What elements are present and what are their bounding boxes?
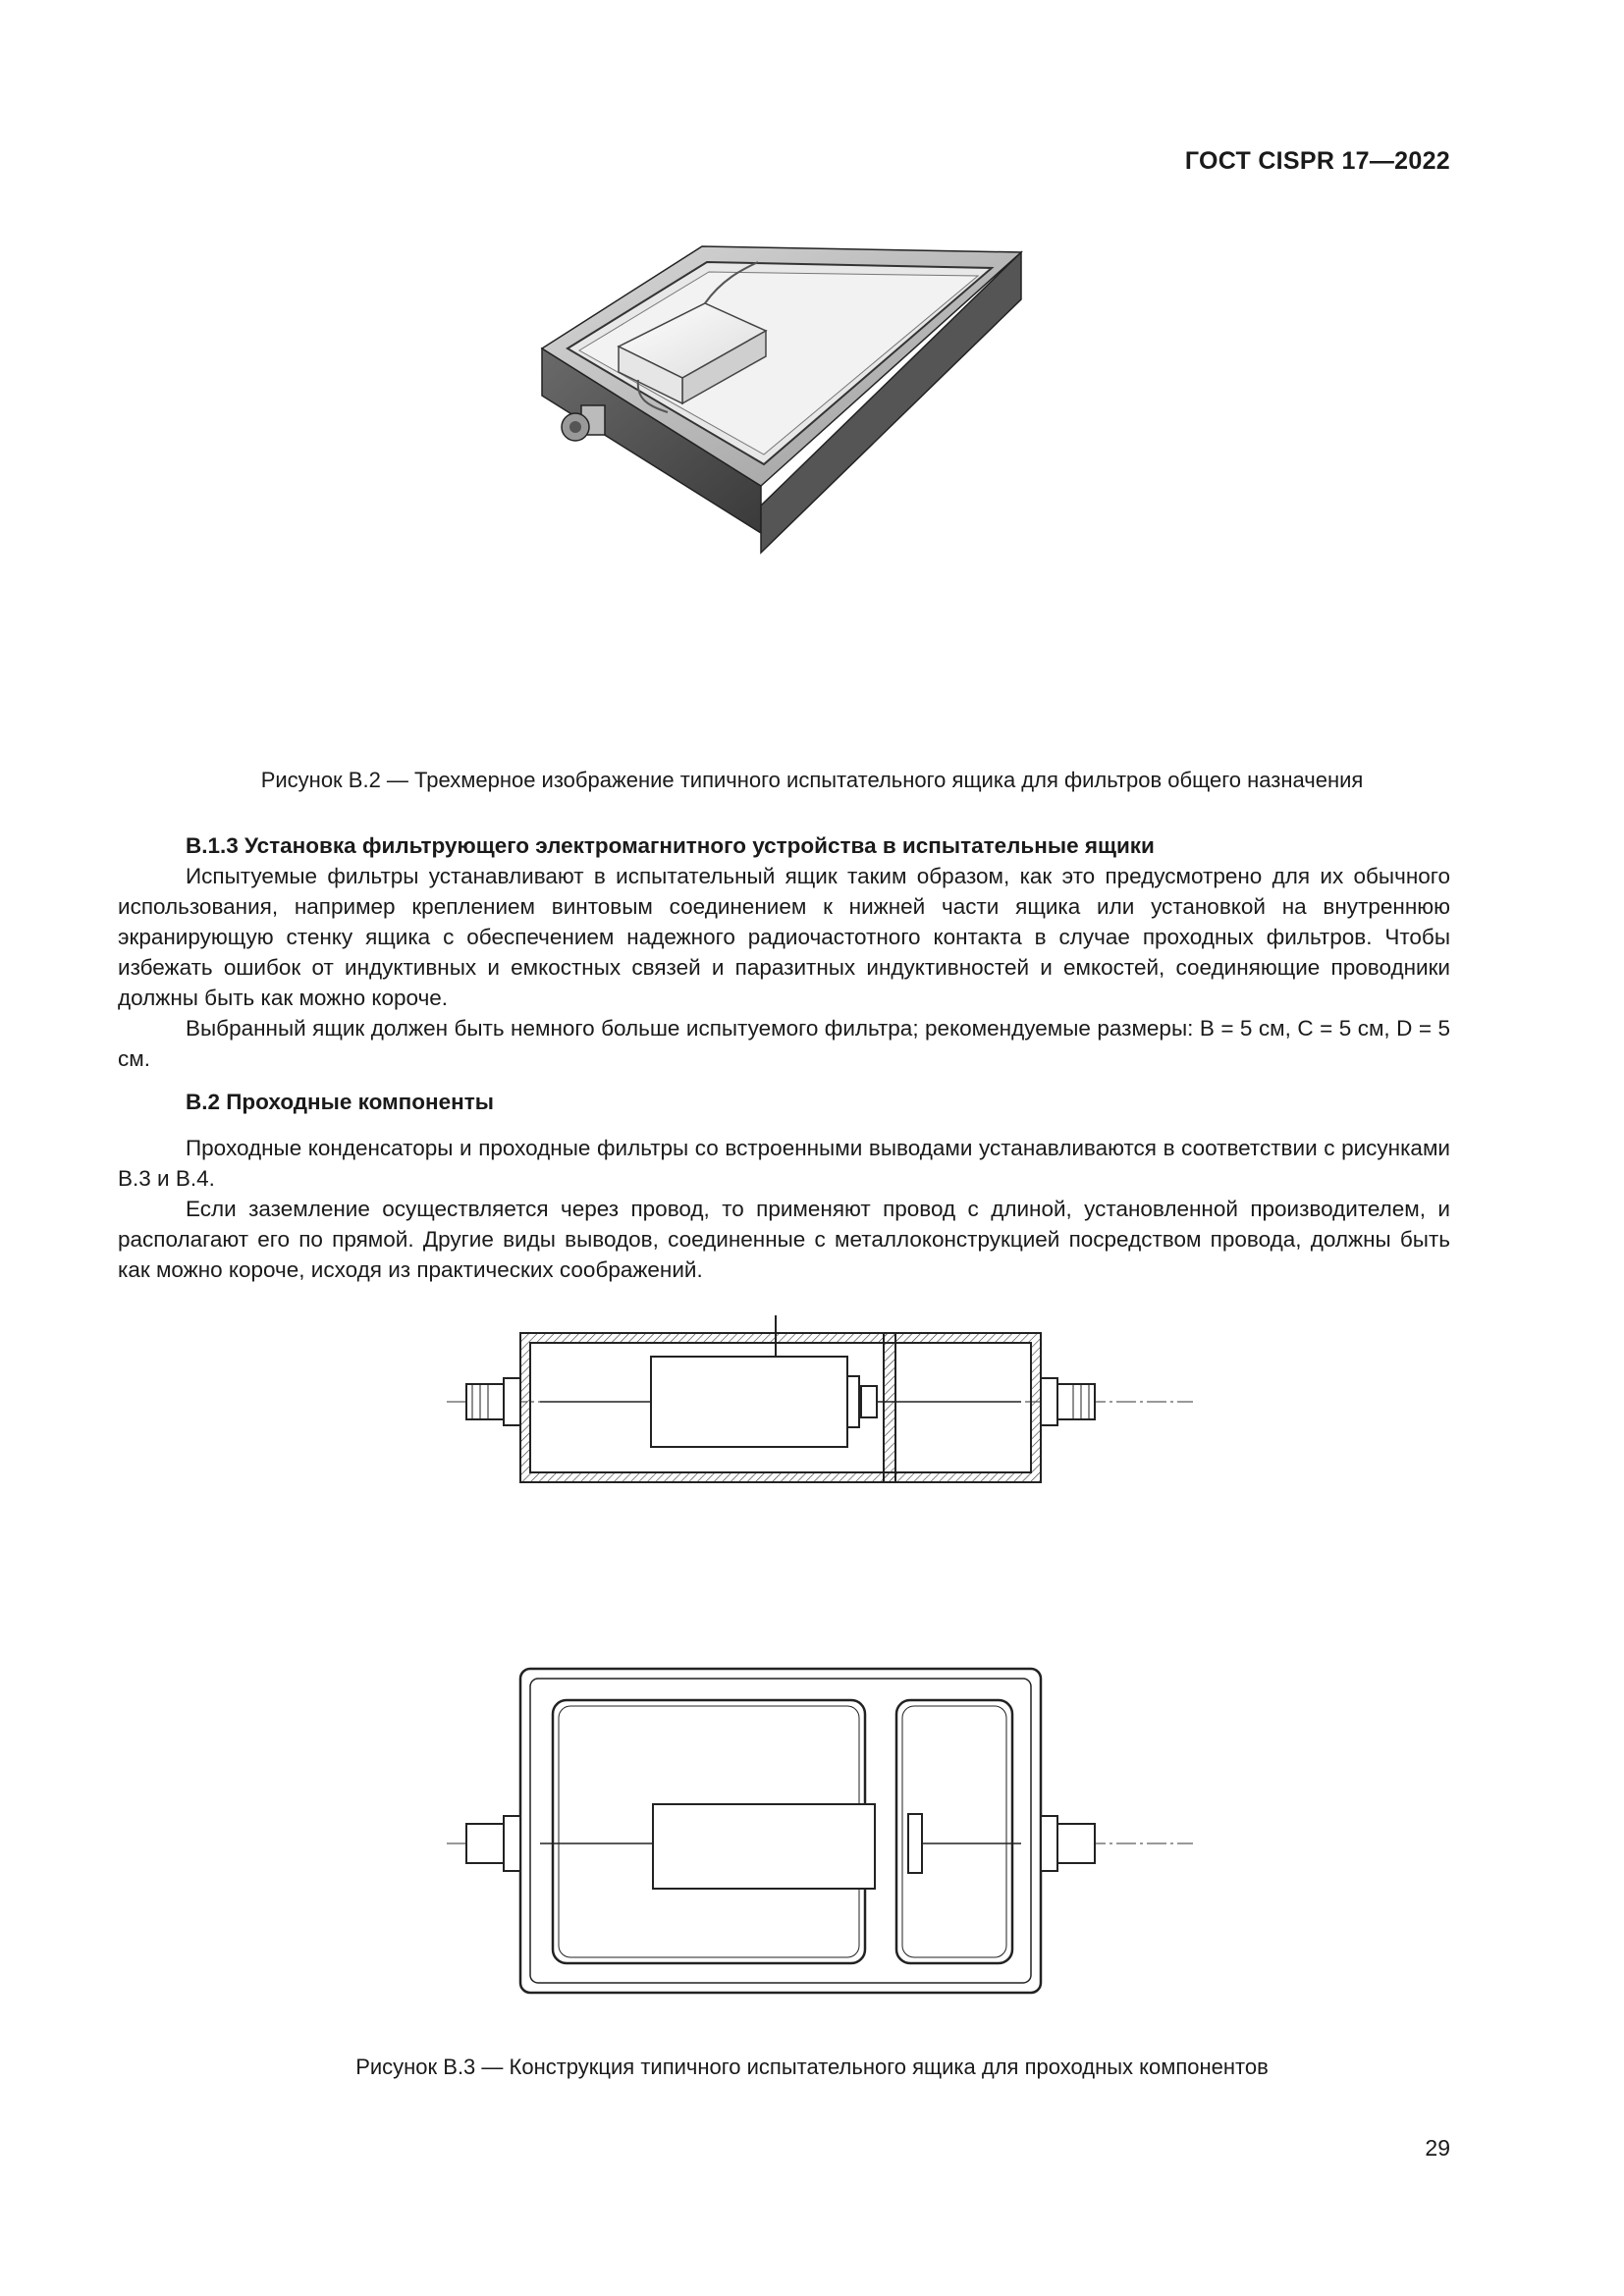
page-number: 29 [1425, 2135, 1450, 2161]
section-b13-paragraph-2: Выбранный ящик должен быть немного больше испытуемого фильтра; рекомендуемые размеры: B = 5 см, C = 5 см, D = 5 см. [118, 1016, 1450, 1071]
test-box-plan-drawing [447, 1659, 1193, 2002]
connector-right-drawing [1041, 1378, 1095, 1425]
test-box-section-drawing [447, 1315, 1193, 1492]
connector-right-plan [1041, 1816, 1095, 1871]
section-b13 [118, 830, 1450, 1074]
section-b2 [118, 1087, 1450, 1285]
filter-plan [653, 1804, 875, 1889]
section-b13-paragraph-1: Испытуемые фильтры устанавливают в испытательный ящик таким образом, как это предусмотрено для их обычного использования, например креплением винтовым соединением к нижней части ящика или установкой на внутреннюю экранирующую стенку ящика с обеспечением надежного радиочастотного контакта в случае проходных фильтров. Чтобы избежать ошибок от индуктивных и емкостных связей и паразитных индуктивностей и емкостей, соединяющие проводники должны быть как можно короче. [118, 864, 1450, 1010]
test-box-3d-illustration [530, 240, 1041, 731]
section-b2-paragraph-2: Если заземление осуществляется через провод, то применяют провод с длиной, установленной производителем, и располагают его по прямой. Другие виды выводов, соединенные с металлоконструкцией посредством провода, должны быть как можно короче, исходя из практических соображений. [118, 1197, 1450, 1282]
section-b2-title: В.2 Проходные компоненты [186, 1090, 494, 1114]
document-header: ГОСТ CISPR 17—2022 [1184, 147, 1450, 175]
figure-b3-caption: Рисунок В.3 — Конструкция типичного испытательного ящика для проходных компонентов [355, 2055, 1269, 2079]
figure-b2-caption: Рисунок В.2 — Трехмерное изображение типичного испытательного ящика для фильтров общего назначения [260, 768, 1364, 792]
connector-left-drawing [466, 1378, 520, 1425]
connector-left-plan [466, 1816, 520, 1871]
section-b2-paragraph-1: Проходные конденсаторы и проходные фильтры со встроенными выводами устанавливаются в соответствии с рисунками В.3 и В.4. [118, 1136, 1450, 1191]
section-b13-title: В.1.3 Установка фильтрующего электромагнитного устройства в испытательные ящики [186, 833, 1155, 858]
filter-body [651, 1357, 847, 1447]
